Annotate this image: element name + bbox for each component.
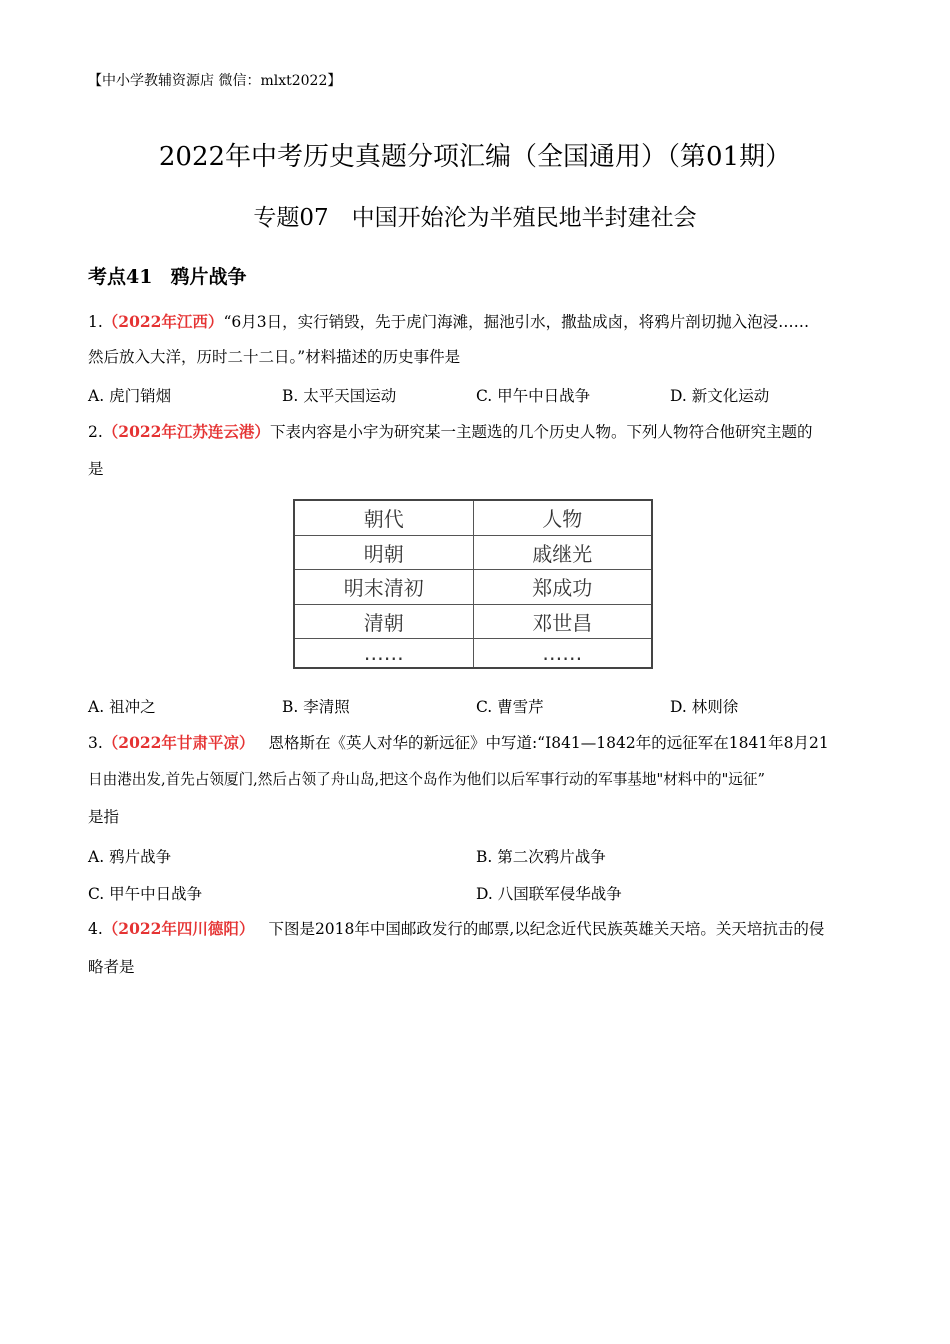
- question-source: （2022年四川德阳）: [102, 919, 255, 938]
- question-3-line-2: 日由港出发,首先占领厦门,然后占领了舟山岛,把这个岛作为他们以后军事行动的军事基地"材料中的"远征”: [88, 771, 765, 788]
- section-label: 考点41: [88, 266, 153, 288]
- question-source: （2022年江西）: [102, 312, 224, 331]
- question-number: 3.: [88, 734, 103, 752]
- table-cell: 明末清初: [294, 570, 473, 605]
- q2-option-b: B. 李清照: [282, 698, 350, 716]
- question-source: （2022年江苏连云港）: [102, 422, 270, 441]
- question-stem: 下图是2018年中国邮政发行的邮票,以纪念近代民族英雄关天培。关天培抗击的侵: [268, 920, 825, 938]
- table-header-cell: 人物: [473, 500, 652, 535]
- q3-option-d: D. 八国联军侵华战争: [476, 885, 622, 903]
- table-header-cell: 朝代: [294, 500, 473, 535]
- q1-option-a: A. 虎门销烟: [88, 387, 172, 405]
- question-number: 2.: [88, 423, 103, 441]
- question-1-line-1: [88, 312, 809, 332]
- question-number: 1.: [88, 313, 103, 331]
- question-source: （2022年甘肃平凉）: [102, 733, 255, 752]
- question-1-line-2: 然后放入大洋，历时二十二日。”材料描述的历史事件是: [88, 348, 461, 366]
- question-stem: 下表内容是小宇为研究某一主题选的几个历史人物。下列人物符合他研究主题的: [269, 423, 813, 441]
- table-cell: ……: [294, 639, 473, 668]
- table-row: [294, 604, 652, 639]
- question-4-line-2: 略者是: [88, 958, 135, 976]
- question-2-line-1: [88, 422, 812, 442]
- table-cell: 邓世昌: [473, 604, 652, 639]
- table-cell: 清朝: [294, 604, 473, 639]
- question-number: 4.: [88, 920, 103, 938]
- q3-option-c: C. 甲午中日战争: [88, 885, 203, 903]
- table-header-row: [294, 500, 652, 535]
- table-row: [294, 639, 652, 668]
- q3-option-b: B. 第二次鸦片战争: [476, 848, 606, 866]
- q2-option-d: D. 林则徐: [670, 698, 739, 716]
- q1-option-c: C. 甲午中日战争: [476, 387, 591, 405]
- question-3-line-3: 是指: [88, 808, 120, 826]
- question-2-line-2: 是: [88, 460, 104, 478]
- q2-option-a: A. 祖冲之: [88, 698, 156, 716]
- table-cell: 郑成功: [473, 570, 652, 605]
- page-subtitle: 专题07 中国开始沦为半殖民地半封建社会: [253, 205, 697, 231]
- page-title: 2022年中考历史真题分项汇编（全国通用）（第01期）: [158, 142, 792, 172]
- section-heading: [88, 262, 246, 289]
- q1-option-b: B. 太平天国运动: [282, 387, 397, 405]
- q2-option-c: C. 曹雪芹: [476, 698, 544, 716]
- table-cell: 明朝: [294, 535, 473, 570]
- question-3-line-1: [88, 733, 829, 753]
- q1-option-d: D. 新文化运动: [670, 387, 770, 405]
- question-stem: “6月3日，实行销毁，先于虎门海滩，掘池引水，撒盐成卤，将鸦片剖切抛入泡浸……: [223, 313, 810, 331]
- question-stem: 恩格斯在《英人对华的新远征》中写道:“I841—1842年的远征军在1841年8月21: [268, 734, 829, 752]
- question-4-line-1: [88, 919, 824, 939]
- table-cell: ……: [473, 639, 652, 668]
- header-note: 【中小学教辅资源店 微信：mlxt2022】: [88, 73, 342, 89]
- section-name: 鸦片战争: [170, 266, 247, 288]
- table-cell: 戚继光: [473, 535, 652, 570]
- q3-option-a: A. 鸦片战争: [88, 848, 172, 866]
- table-row: [294, 535, 652, 570]
- history-figures-table: [293, 499, 653, 669]
- table-row: [294, 570, 652, 605]
